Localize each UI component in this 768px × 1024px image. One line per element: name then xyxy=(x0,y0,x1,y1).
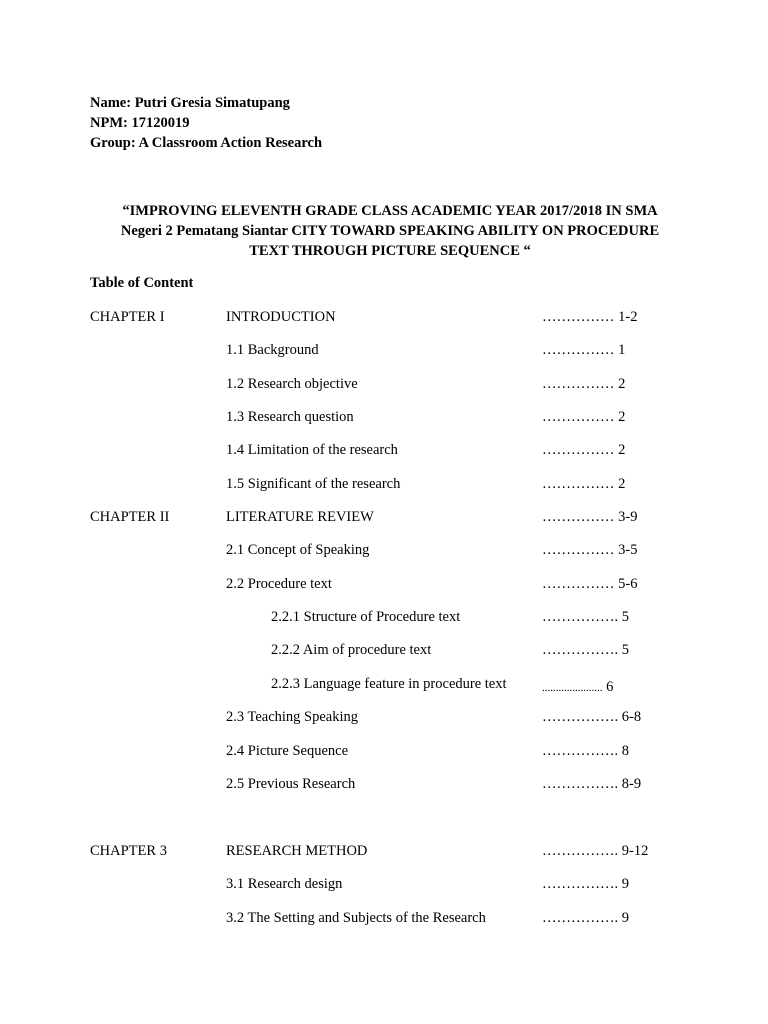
toc-row xyxy=(0,709,768,729)
toc-label: 3.1 Research design xyxy=(226,876,343,892)
toc-chapter: CHAPTER 3 xyxy=(90,843,167,859)
toc-label: 1.2 Research objective xyxy=(226,376,358,392)
toc-row xyxy=(0,476,768,496)
toc-label: LITERATURE REVIEW xyxy=(226,509,374,525)
toc-row xyxy=(0,642,768,662)
toc-label: 2.2.1 Structure of Procedure text xyxy=(271,609,461,625)
toc-label: 1.3 Research question xyxy=(226,409,354,425)
toc-page: …………… 2 xyxy=(542,476,626,492)
toc-label: 2.2.3 Language feature in procedure text xyxy=(271,676,507,692)
toc-page: ……………. 9 xyxy=(542,876,629,892)
toc-page-number: 6 xyxy=(602,679,614,695)
student-group: Group: A Classroom Action Research xyxy=(90,135,323,151)
toc-row xyxy=(0,576,768,596)
toc-page: …………… 2 xyxy=(542,376,626,392)
toc-row xyxy=(0,442,768,462)
title-line-1: “IMPROVING ELEVENTH GRADE CLASS ACADEMIC YEAR 2017/2018 IN SMA xyxy=(122,203,658,219)
toc-label: RESEARCH METHOD xyxy=(226,843,368,859)
toc-row xyxy=(0,509,768,529)
toc-row xyxy=(0,910,768,930)
toc-label: 2.2.2 Aim of procedure text xyxy=(271,642,432,658)
toc-label: 1.4 Limitation of the research xyxy=(226,442,398,458)
toc-row xyxy=(0,876,768,896)
toc-page: ……………. 9-12 xyxy=(542,843,649,859)
title-line-2: Negeri 2 Pematang Siantar CITY TOWARD SPEAKING ABILITY ON PROCEDURE xyxy=(120,223,660,239)
title-line-3: TEXT THROUGH PICTURE SEQUENCE “ xyxy=(249,243,531,259)
toc-label: 1.5 Significant of the research xyxy=(226,476,401,492)
toc-page: ……………. 8 xyxy=(542,743,629,759)
toc-row xyxy=(0,342,768,362)
toc-row xyxy=(0,676,768,696)
toc-page: ……………. 5 xyxy=(542,642,629,658)
toc-label: 2.3 Teaching Speaking xyxy=(226,709,359,725)
toc-page: …………… 2 xyxy=(542,409,626,425)
toc-heading: Table of Content xyxy=(90,275,194,291)
student-info xyxy=(90,93,322,153)
toc-page: …………… 3-5 xyxy=(542,542,638,558)
toc-page: …………… 1 xyxy=(542,342,626,358)
toc-page: ……………. 5 xyxy=(542,609,629,625)
toc-page xyxy=(542,679,613,696)
toc-row xyxy=(0,743,768,763)
toc-label: 2.5 Previous Research xyxy=(226,776,356,792)
toc-label: 2.2 Procedure text xyxy=(226,576,332,592)
toc-row xyxy=(0,309,768,329)
toc-row xyxy=(0,409,768,429)
toc-label: 1.1 Background xyxy=(226,342,319,358)
toc-label: 2.1 Concept of Speaking xyxy=(226,542,370,558)
toc-row xyxy=(0,542,768,562)
toc-page: ……………. 8-9 xyxy=(542,776,642,792)
toc-row xyxy=(0,609,768,629)
toc-page: …………… 2 xyxy=(542,442,626,458)
toc-page: …………… 3-9 xyxy=(542,509,638,525)
student-npm: NPM: 17120019 xyxy=(90,115,190,131)
toc-page: …………… 1-2 xyxy=(542,309,638,325)
toc-label: INTRODUCTION xyxy=(226,309,336,325)
toc-row xyxy=(0,843,768,863)
research-title xyxy=(60,201,720,261)
toc-page-dots: ...................... xyxy=(542,682,603,694)
toc-page: ……………. 9 xyxy=(542,910,629,926)
toc-chapter: CHAPTER II xyxy=(90,509,170,525)
toc-page: …………… 5-6 xyxy=(542,576,638,592)
student-name: Name: Putri Gresia Simatupang xyxy=(90,95,290,111)
toc-page: ……………. 6-8 xyxy=(542,709,642,725)
toc-row xyxy=(0,376,768,396)
toc-row xyxy=(0,776,768,796)
toc-chapter: CHAPTER I xyxy=(90,309,165,325)
toc-label: 2.4 Picture Sequence xyxy=(226,743,349,759)
toc-label: 3.2 The Setting and Subjects of the Research xyxy=(226,910,486,926)
